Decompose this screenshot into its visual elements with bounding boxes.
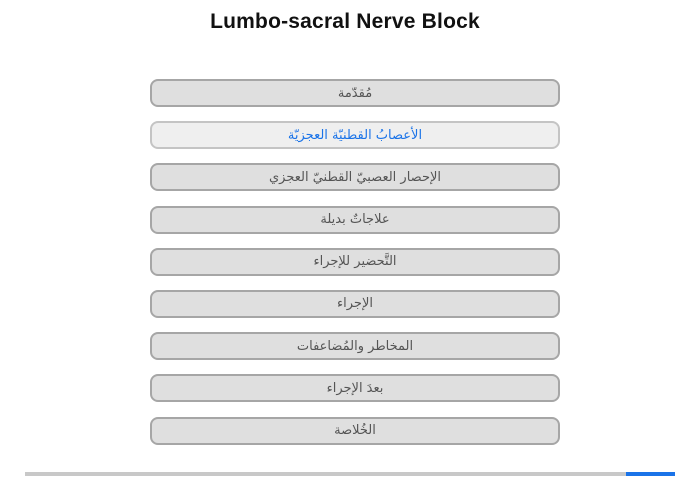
menu-item-introduction[interactable]: مُقدّمة xyxy=(150,79,560,107)
progress-fill xyxy=(626,472,675,476)
menu-item-alternative-treatments[interactable]: علاجاتٌ بديلة xyxy=(150,206,560,234)
progress-bar xyxy=(25,472,675,476)
menu-item-procedure[interactable]: الإجراء xyxy=(150,290,560,318)
menu-item-summary[interactable]: الخُلاصة xyxy=(150,417,560,445)
chapter-menu xyxy=(150,79,560,459)
menu-item-risks-complications[interactable]: المخاطر والمُضاعفات xyxy=(150,332,560,360)
menu-item-preparation[interactable]: التَّحضير للإجراء xyxy=(150,248,560,276)
menu-item-lumbosacral-nerves[interactable]: الأعصابُ القطنيّة العجزيّة xyxy=(150,121,560,149)
menu-item-after-procedure[interactable]: بعدَ الإجراء xyxy=(150,374,560,402)
menu-item-lumbosacral-nerve-block[interactable]: الإحصار العصبيّ القطنيّ العجزي xyxy=(150,163,560,191)
page-title: Lumbo-sacral Nerve Block xyxy=(210,10,480,33)
